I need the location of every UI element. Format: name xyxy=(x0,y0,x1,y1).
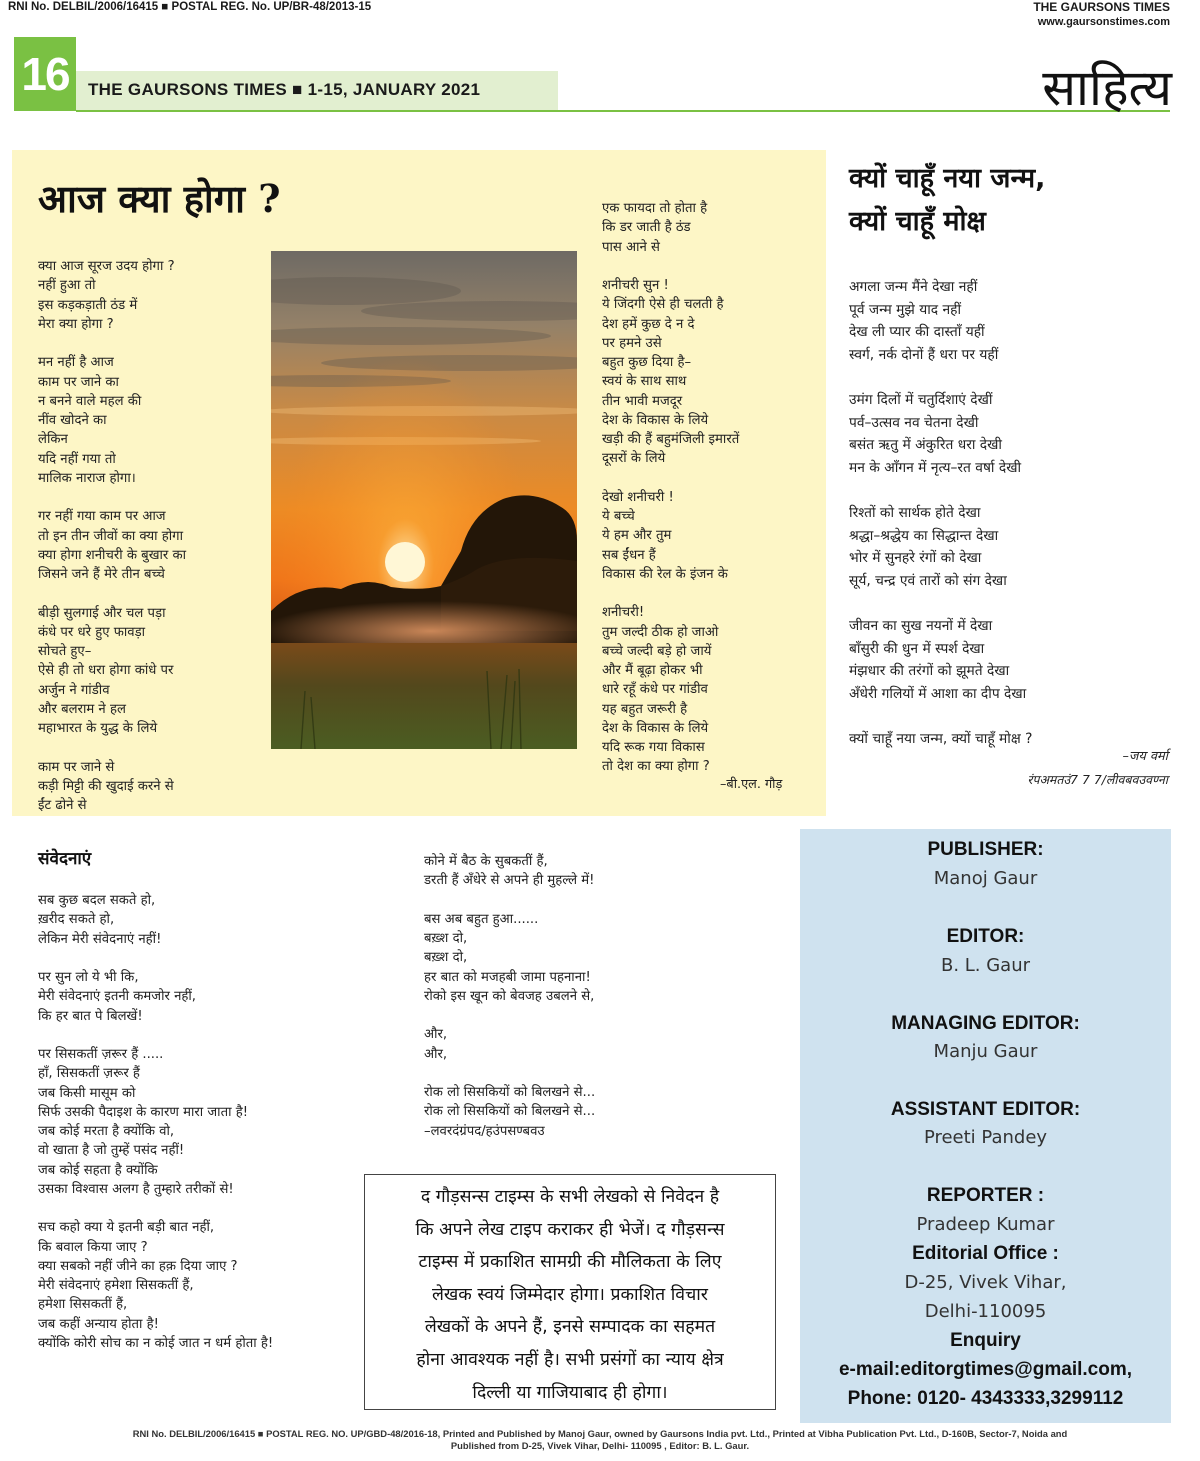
managing-editor-name: Manju Gaur xyxy=(933,1041,1038,1062)
poem-title-line: क्यों चाहूँ मोक्ष xyxy=(849,206,986,237)
poem-line: और, xyxy=(424,1027,448,1043)
publisher-label: PUBLISHER: xyxy=(927,839,1044,860)
poem-line: कोने में बैठ के सुबकतीं हैं, xyxy=(424,854,548,869)
notice-line: टाइम्स में प्रकाशित सामग्री की मौलिकता के लिए xyxy=(418,1252,722,1273)
poem-line: क्या होगा शनीचरी के बुखार का xyxy=(38,547,187,563)
poem-title-line: क्यों चाहूँ नया जन्म, xyxy=(849,163,1046,194)
poem-line: पर हमने उसे xyxy=(602,335,662,351)
newspaper-name-top: THE GAURSONS TIMES xyxy=(1033,0,1170,14)
poem-line: कंधे पर धरे हुए फावड़ा xyxy=(38,624,146,640)
poem-line: बख़्श दो, xyxy=(424,950,468,966)
poem-line: बीड़ी सुलगाई और चल पड़ा xyxy=(38,605,166,621)
poem-line: शनीचरी! xyxy=(602,605,645,621)
poem-line: अँधेरी गलियों में आशा का दीप देखा xyxy=(849,685,1027,702)
reporter-label: REPORTER : xyxy=(926,1185,1045,1206)
notice-line: होना आवश्यक नहीं है। सभी प्रसंगों का न्याय क्षेत्र xyxy=(416,1350,724,1370)
poem-line: जब कोई सहता है क्योंकि xyxy=(38,1162,158,1178)
editor-label: EDITOR: xyxy=(946,926,1025,947)
poem-line: रोको इस खून को बेवजह उबलने से, xyxy=(424,988,595,1004)
poem-line: मंझधार की तरंगों को झूमते देखा xyxy=(849,663,1010,680)
poem-line: देखो शनीचरी ! xyxy=(602,489,674,505)
reporter-name: Pradeep Kumar xyxy=(916,1214,1055,1235)
poem-line: जब कहीं अन्याय होता है! xyxy=(38,1316,159,1332)
poem-line: महाभारत के युद्ध के लिये xyxy=(38,721,158,736)
poem-line: क्या सबको नहीं जीने का हक़ दिया जाए ? xyxy=(38,1258,238,1274)
newspaper-url: www.gaursonstimes.com xyxy=(1037,16,1170,28)
office-address-line: Delhi-110095 xyxy=(924,1301,1047,1322)
poem-line: मन नहीं है आज xyxy=(38,355,114,371)
poem-line: क्यों चाहूँ नया जन्म, क्यों चाहूँ मोक्ष ? xyxy=(849,731,1033,747)
poem-line: सच कहो क्या ये इतनी बड़ी बात नहीं, xyxy=(38,1220,215,1236)
poem-line: देश के विकास के लिये xyxy=(602,720,709,736)
notice-line: लेखकों के अपने हैं, इनसे सम्पादक का सहमत xyxy=(424,1317,716,1338)
poem-line: बस अब बहुत हुआ...... xyxy=(424,911,539,927)
poem-line: जीवन का सुख नयनों में देखा xyxy=(849,618,993,634)
poem-line: पूर्व जन्म मुझे याद नहीं xyxy=(849,301,962,318)
poem-line: हमेशा सिसकतीं हैं, xyxy=(38,1297,128,1313)
poem-line: उमंग दिलों में चतुर्दिशाएं देखीं xyxy=(849,392,993,408)
masthead-title: THE GAURSONS TIMES ■ 1-15, JANUARY 2021 xyxy=(88,80,481,99)
poem-line: सब ईंधन हैं xyxy=(602,547,656,563)
office-address-line: D-25, Vivek Vihar, xyxy=(904,1272,1067,1293)
poem-line: रोक लो सिसकियों को बिलखने से... xyxy=(424,1085,596,1100)
poem-line: वो खाता है जो तुम्हें पसंद नहीं! xyxy=(38,1143,185,1159)
imprint-line: Published from D-25, Vivek Vihar, Delhi- 110095 , Editor: B. L. Gaur. xyxy=(450,1440,750,1451)
poem-line: ये जिंदगी ऐसे ही चलती है xyxy=(602,297,724,313)
page-number: 16 xyxy=(14,37,76,111)
poem-line: भोर में सुनहरे रंगों को देखा xyxy=(849,550,982,567)
poem-line: काम पर जाने से xyxy=(38,759,115,775)
poem-line: देश के विकास के लिये xyxy=(602,412,709,428)
managing-editor-label: MANAGING EDITOR: xyxy=(891,1013,1080,1034)
poem-line: हाँ, सिसकतीं ज़रूर हैं xyxy=(38,1066,140,1082)
poem-line: पर्व–उत्सव नव चेतना देखी xyxy=(849,414,979,431)
author-contact: रंपअमतउं7 7 7/लीवबवउवण्ना xyxy=(1027,772,1168,787)
poem-line: पर सुन लो ये भी कि, xyxy=(38,970,139,985)
contact-phone: Phone: 0120- 4343333,3299112 xyxy=(847,1388,1124,1409)
poem-title xyxy=(849,157,1045,243)
poem-line: ईंट ढोने से xyxy=(38,798,87,813)
poem-line: तो इन तीन जीवों का क्या होगा xyxy=(38,528,183,544)
poem-line: जिसने जने हैं मेरे तीन बच्चे xyxy=(38,567,165,582)
poem-line: न बनने वाले महल की xyxy=(38,393,142,409)
notice-line: लेखक स्वयं जिम्मेदार होगा। प्रकाशित विचार xyxy=(431,1284,709,1305)
poem-line: पर सिसकतीं ज़रूर हैं ..... xyxy=(38,1047,164,1062)
poem-line: क्या आज सूरज उदय होगा ? xyxy=(38,259,175,274)
poem-line: देख ली प्यार की दास्ताँ यहीं xyxy=(849,324,985,341)
publisher-name: Manoj Gaur xyxy=(933,868,1038,889)
poem-line: कड़ी मिट्टी की खुदाई करने से xyxy=(38,778,174,794)
poem-line: यह बहुत जरूरी है xyxy=(602,701,688,717)
poem-line: उसका विश्वास अलग है तुम्हारे तरीकों से! xyxy=(38,1181,234,1197)
poem-line: मन के आँगन में नृत्य–रत वर्षा देखी xyxy=(849,459,1022,476)
poem-line: सिर्फ उसकी पैदाइश के कारण मारा जाता है! xyxy=(38,1104,249,1120)
poem-line: बसंत ऋतु में अंकुरित धरा देखी xyxy=(849,437,1002,454)
poem-line: लेकिन मेरी संवेदनाएं नहीं! xyxy=(38,931,162,947)
poem-line: यदि नहीं गया तो xyxy=(38,451,116,467)
poem-title: संवेदनाएं xyxy=(38,849,92,869)
poem-line: बहुत कुछ दिया है– xyxy=(602,355,692,370)
notice-line: द गौड़सन्स टाइम्स के सभी लेखको से निवेदन है xyxy=(420,1187,720,1207)
poem-line: सूर्य, चन्द्र एवं तारों को संग देखा xyxy=(849,572,1007,589)
poem-title: आज क्या होगा ? xyxy=(38,176,281,221)
poem-line: धारे रहूँ कंधे पर गांडीव xyxy=(602,682,708,698)
poem-line: मालिक नाराज होगा। xyxy=(38,470,136,486)
poem-line: मेरी संवेदनाएं हमेशा सिसकतीं हैं, xyxy=(38,1278,194,1293)
poem-author: –जय वर्मा xyxy=(1122,749,1168,764)
poem-line: काम पर जाने का xyxy=(38,374,119,390)
poem-line: एक फायदा तो होता है xyxy=(602,201,708,216)
poem-line: नींव खोदने का xyxy=(38,413,107,428)
poem-line: तीन भावी मजदूर xyxy=(602,393,683,409)
registration-info: RNI No. DELBIL/2006/16415 ■ POSTAL REG. No. UP/BR-48/2013-15 xyxy=(8,1,372,13)
poem-line: रोक लो सिसकियों को बिलखने से... xyxy=(424,1104,596,1120)
poem-line: दूसरों के लिये xyxy=(602,451,666,467)
poem-line: स्वर्ग, नर्क दोनों हैं धरा पर यहीं xyxy=(849,346,999,363)
poem-line: यदि रूक गया विकास xyxy=(602,740,705,755)
notice-line: कि अपने लेख टाइप कराकर ही भेजें। द गौड़सन्स xyxy=(415,1219,725,1240)
imprint-line: RNI No. DELBIL/2006/16415 ■ POSTAL REG. NO. UP/GBD-48/2016-18, Printed and Published by Manoj Gaur, owned by Gaursons India pvt. Ltd., Printed at Vibha Publication Pvt. Ltd., D-160B, Sector-7, Noida and xyxy=(132,1428,1068,1439)
poem-line: ये हम और तुम xyxy=(602,528,672,544)
poem-line: लेकिन xyxy=(38,432,68,448)
poem-line: रिश्तों को सार्थक होते देखा xyxy=(849,505,981,521)
assistant-editor-name: Preeti Pandey xyxy=(923,1127,1048,1148)
poem-line: स्वयं के साथ साथ xyxy=(602,374,687,390)
contact-email: e-mail:editorgtimes@gmail.com, xyxy=(838,1359,1133,1380)
poem-line: इस कड़कड़ाती ठंड में xyxy=(38,297,138,313)
poem-line: डरती हैं अँधेरे से अपने ही मुहल्ले में! xyxy=(424,873,595,889)
poem-line: ऐसे ही तो धरा होगा कांधे पर xyxy=(38,663,174,679)
poem-line: मेरा क्या होगा ? xyxy=(38,316,114,332)
poem-line: और बलराम ने हल xyxy=(38,701,126,717)
poem-line: पास आने से xyxy=(602,239,660,255)
poem-line: ये बच्चे xyxy=(602,509,635,524)
poem-line: कि बवाल किया जाए ? xyxy=(38,1239,148,1255)
poem-line: और मैं बूढ़ा होकर भी xyxy=(602,663,703,678)
poem-line: सोचते हुए– xyxy=(38,644,92,659)
poem-line: शनीचरी सुन ! xyxy=(602,278,669,293)
poem-line: खड़ी की हैं बहुमंजिली इमारतें xyxy=(602,432,740,447)
notice-line: दिल्ली या गाजियाबाद ही होगा। xyxy=(472,1382,668,1403)
poem-line: कि हर बात पे बिलखें! xyxy=(38,1008,143,1024)
section-title: साहित्य xyxy=(1042,59,1172,117)
poem-line: हर बात को मजहबी जामा पहनाना! xyxy=(424,969,591,985)
poem-line: सब कुछ बदल सकते हो, xyxy=(38,893,156,908)
sunset-photo xyxy=(271,251,577,749)
poem-line: तुम जल्दी ठीक हो जाओ xyxy=(602,624,719,640)
poem-line: अगला जन्म मैंने देखा नहीं xyxy=(849,279,978,295)
poem-line: गर नहीं गया काम पर आज xyxy=(38,509,166,525)
poem-line: तो देश का क्या होगा ? xyxy=(602,759,710,775)
editorial-office-label: Editorial Office : xyxy=(912,1243,1059,1264)
poem-line: और, xyxy=(424,1046,448,1062)
poem-line: अर्जुन ने गांडीव xyxy=(38,682,110,698)
editor-name: B. L. Gaur xyxy=(940,955,1031,976)
poem-line: मेरी संवेदनाएं इतनी कमजोर नहीं, xyxy=(38,989,197,1005)
poem-line: क्योंकि कोरी सोच का न कोई जात न धर्म होता है! xyxy=(38,1335,274,1351)
poem-line: ख़रीद सकते हो, xyxy=(38,912,115,928)
header-rule xyxy=(76,110,1170,112)
enquiry-label: Enquiry xyxy=(950,1330,1021,1351)
poem-line: नहीं हुआ तो xyxy=(38,278,96,294)
poem-line: श्रद्धा–श्रद्धेय का सिद्धान्त देखा xyxy=(849,527,999,544)
poem-line: –लवरदंग्रंपद/हउंपसण्बवउ xyxy=(424,1123,545,1139)
poem-line: बाँसुरी की धुन में स्पर्श देखा xyxy=(849,640,985,657)
assistant-editor-label: ASSISTANT EDITOR: xyxy=(890,1099,1081,1120)
poem-line: बच्चे जल्दी बड़े हो जायें xyxy=(602,643,712,659)
poem-line: जब कोई मरता है क्योंकि वो, xyxy=(38,1124,175,1139)
poem-line: कि डर जाती है ठंड xyxy=(602,220,691,236)
poem-line: जब किसी मासूम को xyxy=(38,1085,136,1101)
poem-line: विकास की रेल के इंजन के xyxy=(602,566,728,582)
poem-line: बख़्श दो, xyxy=(424,931,468,946)
poem-author: –बी.एल. गौड़ xyxy=(720,777,783,792)
poem-line: देश हमें कुछ दे न दे xyxy=(602,316,695,332)
